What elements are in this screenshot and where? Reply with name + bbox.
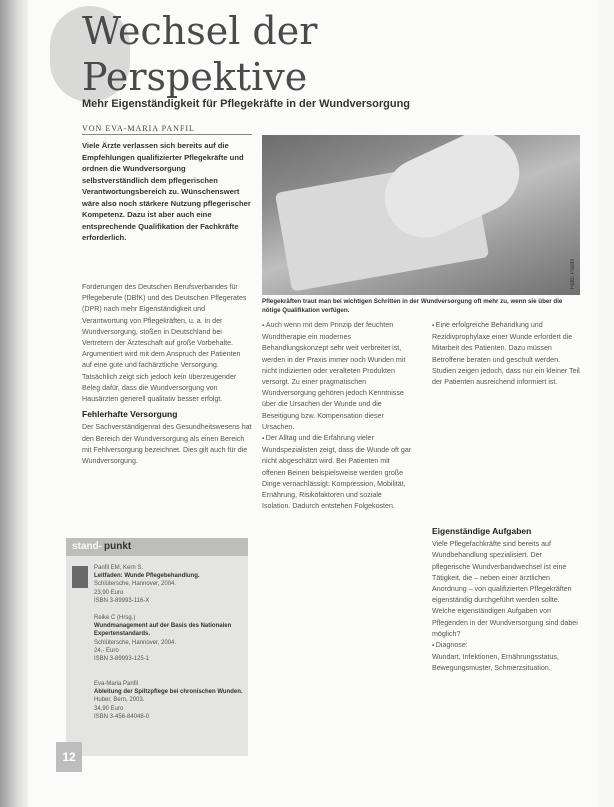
col3-bullet-diagnose: ▪ Diagnose: — [432, 640, 582, 652]
col3-paragraph: Viele Pflegefachkräfte sind bereits auf Wundbehandlung spezialisiert. Der pflegerische Wundverbandwechsel ist eine Tätigkeit, die – neben einer ärztlichen Anordnung – von qualifizierten Pflegekräften eigenständig durchgeführt werden sollte. Welche eigenständigen Aufgaben von Pflegenden in der Wundversorgung sind dabei möglich? — [432, 540, 578, 638]
reference-item — [94, 680, 244, 721]
col3-diagnose-text: Wundart, Infektionen, Ernährungsstatus, Bewegungsmuster, Schmerzsituation. — [432, 653, 559, 673]
byline-rule — [82, 134, 252, 135]
subtitle: Mehr Eigenständigkeit für Pflegekräfte in der Wundversorgung — [82, 98, 411, 110]
photo-credit: Foto: Panfil — [570, 258, 576, 289]
book-icon — [72, 566, 88, 588]
ref-author: Panfil EM, Kern S. — [94, 565, 144, 571]
page-number: 12 — [56, 742, 82, 772]
ref-author: Reike C (Hrsg.) — [94, 615, 136, 621]
ref-title: Leitfaden: Wunde Pflegebehandlung. — [94, 573, 200, 580]
lead-paragraph: Viele Ärzte verlassen sich bereits auf die Empfehlungen qualifizierter Pflegekräfte und ordnen die Wundversorgung selbstverständlich dem pflegerischen Verantwortungsbereich zu. Wünschenswert wäre also noch stärkere Nutzung pflegerischer Kompetenz. Dazu ist aber auch eine entsprechende Qualifikation der Fachkräfte erforderlich. — [82, 141, 251, 242]
col3-bullet-1: ▪ Eine erfolgreiche Behandlung und Rezidivprophylaxe einer Wunde erfordert die Mitarbeit des Patienten. Dazu müssen Betroffene beraten und geschult werden. Studien zeigen jedoch, dass nur ein kleiner Teil der Patienten ausreichend informiert ist. — [432, 320, 582, 388]
ref-title: Ableitung der Spiltzpflege bei chronischen Wunden. — [94, 689, 243, 696]
ref-isbn: ISBN 3-89993-116-X — [94, 597, 150, 604]
reference-item — [94, 614, 244, 663]
ref-title: Wundmanagement auf der Basis des Nationalen Expertenstandards. — [94, 623, 232, 638]
column-3-lower — [432, 522, 582, 675]
ref-publisher: Schlütersche, Hannover, 2004. — [94, 581, 177, 588]
col2-bullet-1: ▪ Auch wenn mit dem Prinzip der feuchten Wundtherapie ein modernes Behandlungskonzept sehr weit verbreitet ist, werden in der Praxis immer noch Wunden mit nicht indizierten oder veralteten Produkten versorgt. Zu einer pragmatischen Wundversorgung gehören jedoch Kenntnisse über die Ursachen der Wunde und die Beseitigung bzw. Kompensation dieser Ursachen. — [262, 320, 412, 433]
ref-publisher: Schlütersche, Hannover, 2004. — [94, 639, 177, 646]
reference-item — [94, 564, 244, 605]
page-title — [82, 8, 317, 100]
ref-isbn: ISBN 3-89993-125-1 — [94, 656, 150, 663]
photo-caption: Pflegekräften traut man bei wichtigen Schritten in der Wundversorgung oft mehr zu, wenn sie über die nötige Qualifikation verfügen. — [262, 298, 563, 314]
column-3 — [432, 320, 582, 388]
col2-bullet-2: ▪ Der Alltag und die Erfahrung vieler Wundspezialisten zeigt, dass die Wunde oft gar nicht abgeschätzt wird. Bei Patienten mit offenen Beinen beispielsweise werden große Dinge vernachlässigt: Kompression, Mobilität, Ernährung, Risikofaktoren und soziale Isolation. Dadurch entstehen Folgekosten. — [262, 433, 412, 512]
standpunkt-label-a: stand- — [72, 541, 102, 552]
title-line-2: Perspektive — [82, 55, 308, 99]
ref-price: 34,90 Euro — [94, 705, 124, 712]
binder-edge — [0, 0, 28, 807]
column-2 — [262, 320, 412, 512]
col1-paragraph: Forderungen des Deutschen Berufsverbandes für Pflegeberufe (DBfK) und des Deutschen Pflegerates (DPR) nach mehr Eigenständigkeit und Verantwortung von Pflegekräften, u. a. in der Wundversorgung, stoßen in Deutschland bei Vertretern der Ärzteschaft auf große Vorbehalte. Argumentiert wird mit dem Anspruch der Patienten auf eine gute und fachärztliche Versorgung. Tatsächlich zeigt sich jedoch kein überzeugender Beleg dafür, dass die Wundversorgung von Hausärzten generell qualitativ besser erfolgt. — [82, 283, 247, 404]
col1-paragraph-2: Der Sachverständigenrat des Gesundheitswesens hat den Bereich der Wundversorgung als einen Bereich mit Fehlversorgung bezeichnet. Dies gilt auch für die Wundversorgung. — [82, 423, 252, 466]
standpunkt-header — [66, 538, 248, 556]
ref-publisher: Huber, Bern, 2003. — [94, 697, 145, 704]
article-photo — [262, 135, 580, 295]
ref-isbn: ISBN 3-456-84048-0 — [94, 713, 150, 720]
standpunkt-label-b: punkt — [104, 541, 132, 552]
column-1 — [82, 282, 252, 467]
byline: VON EVA-MARIA PANFIL — [82, 124, 195, 133]
ref-price: 23,90 Euro — [94, 589, 124, 596]
col3-heading: Eigenständige Aufgaben — [432, 526, 532, 536]
col1-heading: Fehlerhafte Versorgung — [82, 409, 178, 420]
ref-author: Eva-Maria Panfil — [94, 681, 139, 687]
title-line-1: Wechsel der — [82, 9, 318, 53]
ref-price: 24,- Euro — [94, 647, 119, 654]
